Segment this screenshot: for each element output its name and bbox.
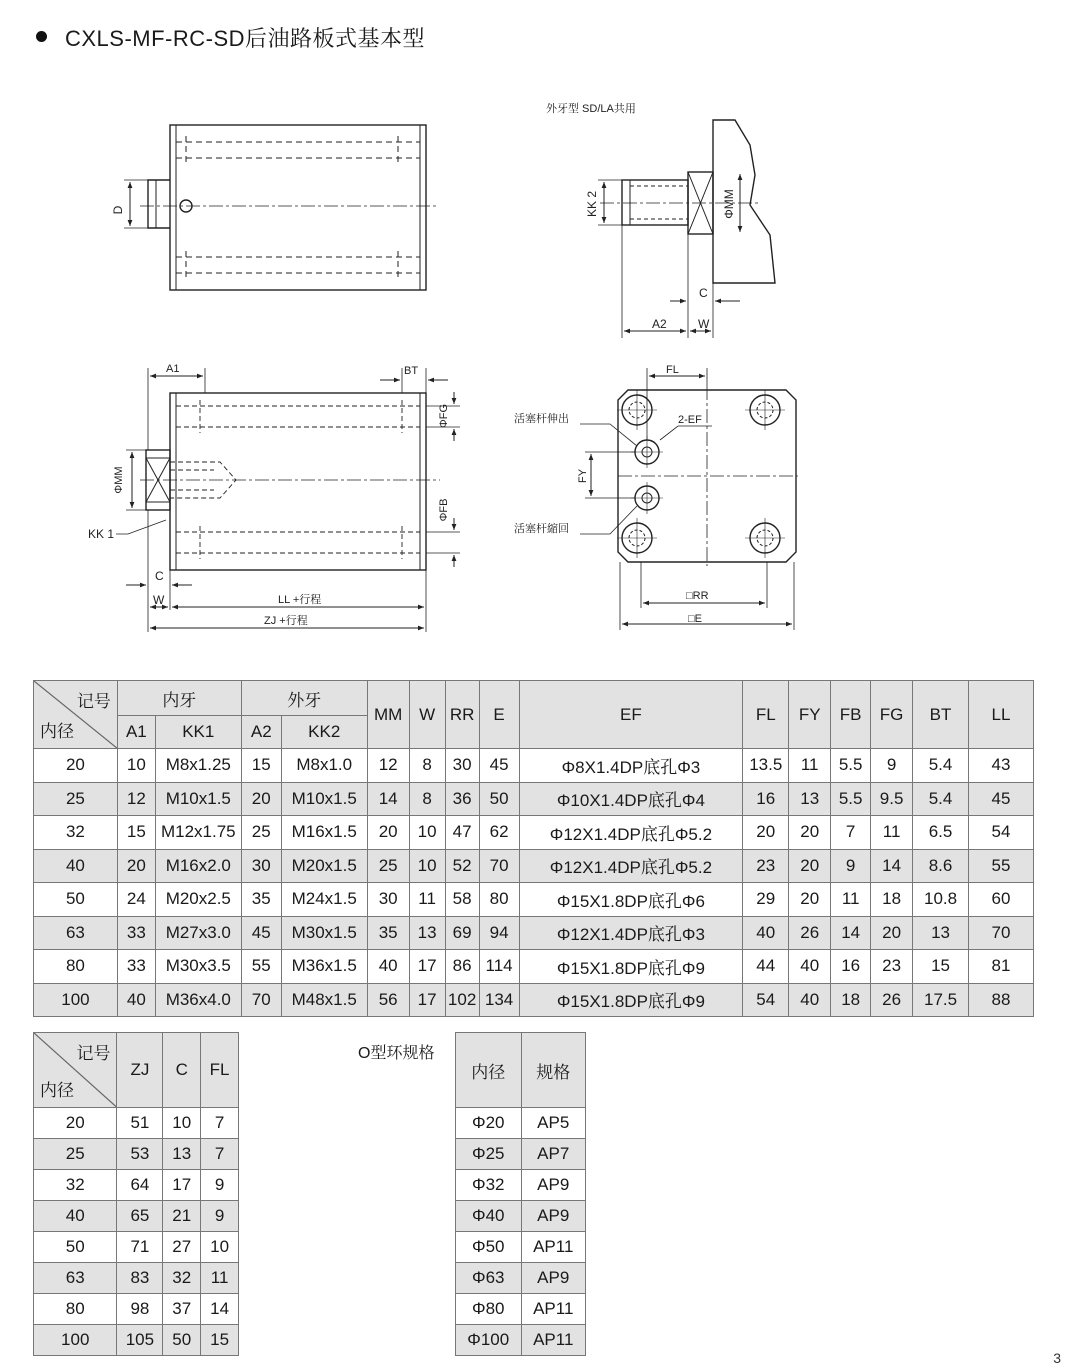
table-cell: 37 [163,1294,201,1325]
table-cell: AP7 [521,1139,586,1170]
table-cell: 13 [163,1139,201,1170]
table-cell: 81 [969,950,1034,984]
table-row [34,782,1034,816]
table-cell: 9.5 [871,782,913,816]
table-cell: 18 [871,883,913,917]
table-cell: AP11 [521,1232,586,1263]
table-cell: 100 [34,1325,117,1356]
table-cell: M36x1.5 [281,950,367,984]
table-row [34,816,1034,850]
table-cell: 20 [871,916,913,950]
page-number: 3 [1053,1350,1061,1366]
table-cell: M8x1.0 [281,749,367,783]
table-cell: Φ20 [456,1108,522,1139]
table-row [34,1232,239,1263]
col-fl: FL [743,681,789,749]
table-cell: 33 [117,950,155,984]
table-cell: Φ10X1.4DP底孔Φ4 [519,782,743,816]
table-cell: 70 [479,849,519,883]
group-outer-thread: 外牙 [241,681,367,716]
table-cell: 11 [409,883,445,917]
table-cell: 17 [409,983,445,1017]
table-cell: 7 [201,1108,239,1139]
table-cell: 50 [34,1232,117,1263]
table-cell: 83 [117,1263,163,1294]
technical-drawing [0,60,1065,640]
main-table-body [34,749,1034,1017]
table-cell: Φ15X1.8DP底孔Φ9 [519,950,743,984]
table-cell: 20 [743,816,789,850]
table-row [456,1232,586,1263]
table-cell: 15 [201,1325,239,1356]
table-cell: 10 [117,749,155,783]
oring-title: O型环规格 [358,1045,435,1062]
table-cell: 20 [789,883,831,917]
table-cell: 40 [367,950,409,984]
table-cell: 88 [969,983,1034,1017]
table-cell: M48x1.5 [281,983,367,1017]
table-cell: 5.5 [831,782,871,816]
table-row [34,749,1034,783]
col-zj: ZJ [117,1033,163,1108]
table-cell: 5.4 [913,782,969,816]
side-section-view [116,368,460,632]
table-cell: 32 [163,1263,201,1294]
table-row [456,1108,586,1139]
table-cell: AP5 [521,1108,586,1139]
table-cell: AP9 [521,1263,586,1294]
small-corner-top-label: 记号 [76,1044,111,1063]
side-view-top [124,125,436,290]
table-cell: M16x1.5 [281,816,367,850]
label-a2: A2 [652,317,667,331]
table-cell: 20 [241,782,281,816]
table-cell: 25 [34,1139,117,1170]
col-fg: FG [871,681,913,749]
table-cell: 43 [969,749,1034,783]
table-cell: 25 [34,782,118,816]
table-cell: M20x2.5 [155,883,241,917]
label-a1: A1 [166,363,180,375]
table-cell: 30 [445,749,479,783]
table-cell: Φ15X1.8DP底孔Φ6 [519,883,743,917]
table-cell: 5.5 [831,749,871,783]
table-cell: 9 [871,749,913,783]
table-cell: 55 [969,849,1034,883]
table-cell: 40 [789,950,831,984]
label-fg: ΦFG [438,403,450,429]
main-spec-table [33,680,1034,1017]
label-bt: BT [404,365,419,377]
col-fb: FB [831,681,871,749]
table-cell: 94 [479,916,519,950]
table-cell: Φ100 [456,1325,522,1356]
group-inner-thread: 内牙 [117,681,241,716]
table-cell: 17.5 [913,983,969,1017]
table-cell: 17 [163,1170,201,1201]
table-cell: Φ40 [456,1201,522,1232]
table-cell: 14 [871,849,913,883]
table-cell: 9 [201,1201,239,1232]
table-cell: 8 [409,749,445,783]
table-cell: 80 [34,950,118,984]
label-mm-top: ΦMM [722,189,736,219]
table-cell: M36x4.0 [155,983,241,1017]
table-cell: 20 [117,849,155,883]
label-kk2: KK 2 [585,190,599,218]
table-row [34,1108,239,1139]
table-cell: Φ8X1.4DP底孔Φ3 [519,749,743,783]
table-cell: Φ63 [456,1263,522,1294]
table-cell: 12 [117,782,155,816]
table-cell: 40 [34,1201,117,1232]
table-cell: 23 [871,950,913,984]
table-cell: 8 [409,782,445,816]
table-cell: M8x1.25 [155,749,241,783]
table-cell: M10x1.5 [281,782,367,816]
col-a1: A1 [117,716,155,749]
table-cell: 40 [743,916,789,950]
corner-bottom-label: 内径 [40,722,74,741]
col-fl-small: FL [201,1033,239,1108]
table-cell: 32 [34,1170,117,1201]
table-cell: 63 [34,916,118,950]
table-cell: M24x1.5 [281,883,367,917]
table-cell: 58 [445,883,479,917]
table-cell: 10 [201,1232,239,1263]
col-a2: A2 [241,716,281,749]
corner-top-label: 记号 [76,692,111,711]
label-c-side: C [155,569,164,583]
table-cell: 11 [871,816,913,850]
table-row [456,1201,586,1232]
col-mm: MM [367,681,409,749]
table-cell: 55 [241,950,281,984]
table-row [456,1325,586,1356]
label-fy: FY [577,468,589,484]
table-cell: 13.5 [743,749,789,783]
table-cell: 45 [969,782,1034,816]
table-cell: 52 [445,849,479,883]
label-ll: LL +行程 [278,594,322,606]
table-row [456,1294,586,1325]
table-cell: AP11 [521,1325,586,1356]
table-cell: 10 [409,849,445,883]
table-cell: 45 [241,916,281,950]
table-cell: 9 [831,849,871,883]
small-corner-bottom-label: 内径 [40,1081,74,1100]
table-cell: 27 [163,1232,201,1263]
corner-header [34,681,118,749]
label-mm-side: ΦMM [113,466,125,494]
col-c: C [163,1033,201,1108]
table-cell: 25 [367,849,409,883]
table-cell: 114 [479,950,519,984]
table-row [34,950,1034,984]
label-w-side: W [153,593,165,607]
table-cell: 15 [117,816,155,850]
table-cell: Φ32 [456,1170,522,1201]
table-cell: 36 [445,782,479,816]
table-cell: 16 [831,950,871,984]
table-cell: 11 [831,883,871,917]
table-cell: 71 [117,1232,163,1263]
table-cell: M27x3.0 [155,916,241,950]
label-d: D [111,205,125,215]
table-cell: 70 [969,916,1034,950]
label-zj: ZJ +行程 [264,615,308,627]
col-fy: FY [789,681,831,749]
table-cell: Φ12X1.4DP底孔Φ5.2 [519,849,743,883]
oring-table [455,1032,586,1356]
label-fl: FL [666,364,679,376]
table-cell: 53 [117,1139,163,1170]
table-cell: 40 [789,983,831,1017]
table-cell: M30x1.5 [281,916,367,950]
ext-thread-view [598,120,775,338]
table-cell: 50 [479,782,519,816]
table-cell: 54 [969,816,1034,850]
table-cell: M30x3.5 [155,950,241,984]
table-cell: 64 [117,1170,163,1201]
table-cell: 80 [479,883,519,917]
table-cell: 35 [367,916,409,950]
label-ef: 2-EF [678,414,702,426]
col-oring-spec: 规格 [521,1033,586,1108]
label-rr: □RR [686,590,709,602]
table-cell: Φ25 [456,1139,522,1170]
table-row [34,1325,239,1356]
bullet-icon [36,31,47,42]
table-cell: 32 [34,816,118,850]
table-cell: 20 [789,849,831,883]
label-w-top: W [698,317,710,331]
table-cell: AP9 [521,1170,586,1201]
table-cell: AP11 [521,1294,586,1325]
table-row [34,883,1034,917]
table-cell: 26 [871,983,913,1017]
table-cell: 10.8 [913,883,969,917]
table-cell: Φ15X1.8DP底孔Φ9 [519,983,743,1017]
table-row [34,849,1034,883]
table-cell: 70 [241,983,281,1017]
table-cell: M12x1.75 [155,816,241,850]
table-cell: 80 [34,1294,117,1325]
table-row [34,1263,239,1294]
table-cell: 63 [34,1263,117,1294]
table-cell: 54 [743,983,789,1017]
col-rr: RR [445,681,479,749]
table-cell: 16 [743,782,789,816]
table-cell: 13 [913,916,969,950]
table-cell: 13 [789,782,831,816]
page-title-text: CXLS-MF-RC-SD后油路板式基本型 [65,26,426,51]
table-cell: 12 [367,749,409,783]
small-corner-header [34,1033,117,1108]
table-cell: 5.4 [913,749,969,783]
table-cell: 29 [743,883,789,917]
col-ef: EF [519,681,743,749]
table-cell: M20x1.5 [281,849,367,883]
table-cell: AP9 [521,1201,586,1232]
table-cell: 20 [34,749,118,783]
table-row [456,1263,586,1294]
table-cell: 10 [163,1108,201,1139]
table-cell: 21 [163,1201,201,1232]
table-cell: 102 [445,983,479,1017]
small-table-body [34,1108,239,1356]
table-row [34,983,1034,1017]
col-bt: BT [913,681,969,749]
table-cell: 11 [789,749,831,783]
table-cell: 15 [913,950,969,984]
table-cell: 20 [367,816,409,850]
table-cell: 30 [367,883,409,917]
table-cell: 17 [409,950,445,984]
col-oring-bore: 内径 [456,1033,522,1108]
oring-table-body [456,1108,586,1356]
table-cell: Φ50 [456,1232,522,1263]
label-c-top: C [699,286,708,300]
table-row [34,1294,239,1325]
table-cell: 60 [969,883,1034,917]
zj-c-fl-table [33,1032,239,1356]
table-row [456,1170,586,1201]
table-cell: 20 [789,816,831,850]
table-cell: 6.5 [913,816,969,850]
table-cell: 18 [831,983,871,1017]
table-cell: 10 [409,816,445,850]
table-cell: 51 [117,1108,163,1139]
table-cell: M10x1.5 [155,782,241,816]
table-row [34,1201,239,1232]
table-cell: Φ12X1.4DP底孔Φ3 [519,916,743,950]
col-ll: LL [969,681,1034,749]
table-cell: 11 [201,1263,239,1294]
table-cell: 9 [201,1170,239,1201]
table-row [34,1170,239,1201]
table-cell: 65 [117,1201,163,1232]
table-cell: 86 [445,950,479,984]
table-cell: 35 [241,883,281,917]
table-cell: 13 [409,916,445,950]
table-cell: 14 [201,1294,239,1325]
table-cell: 134 [479,983,519,1017]
table-cell: 23 [743,849,789,883]
label-fb: ΦFB [438,498,450,522]
table-cell: 14 [367,782,409,816]
table-cell: 45 [479,749,519,783]
table-cell: 47 [445,816,479,850]
col-kk1: KK1 [155,716,241,749]
col-e: E [479,681,519,749]
label-rod-retract: 活塞杆縮回 [514,523,569,535]
label-e: □E [688,613,702,625]
label-ext-thread-note: 外牙型 SD/LA共用 [546,103,636,115]
table-cell: M16x2.0 [155,849,241,883]
table-cell: Φ80 [456,1294,522,1325]
table-cell: 100 [34,983,118,1017]
table-cell: 62 [479,816,519,850]
label-rod-extend: 活塞杆伸出 [514,413,569,425]
table-cell: 24 [117,883,155,917]
table-row [34,1139,239,1170]
table-cell: 98 [117,1294,163,1325]
table-cell: 7 [201,1139,239,1170]
table-cell: 44 [743,950,789,984]
table-cell: 25 [241,816,281,850]
page-title [36,22,425,53]
table-cell: 30 [241,849,281,883]
table-row [456,1139,586,1170]
label-kk1: KK 1 [88,527,115,541]
table-cell: 105 [117,1325,163,1356]
table-cell: 14 [831,916,871,950]
table-cell: 33 [117,916,155,950]
table-cell: 8.6 [913,849,969,883]
col-w: W [409,681,445,749]
table-cell: 69 [445,916,479,950]
table-cell: 56 [367,983,409,1017]
table-row [34,916,1034,950]
table-cell: 50 [163,1325,201,1356]
table-cell: 40 [117,983,155,1017]
table-cell: Φ12X1.4DP底孔Φ5.2 [519,816,743,850]
table-cell: 20 [34,1108,117,1139]
table-cell: 15 [241,749,281,783]
col-kk2: KK2 [281,716,367,749]
table-cell: 50 [34,883,118,917]
table-cell: 7 [831,816,871,850]
table-cell: 40 [34,849,118,883]
table-cell: 26 [789,916,831,950]
